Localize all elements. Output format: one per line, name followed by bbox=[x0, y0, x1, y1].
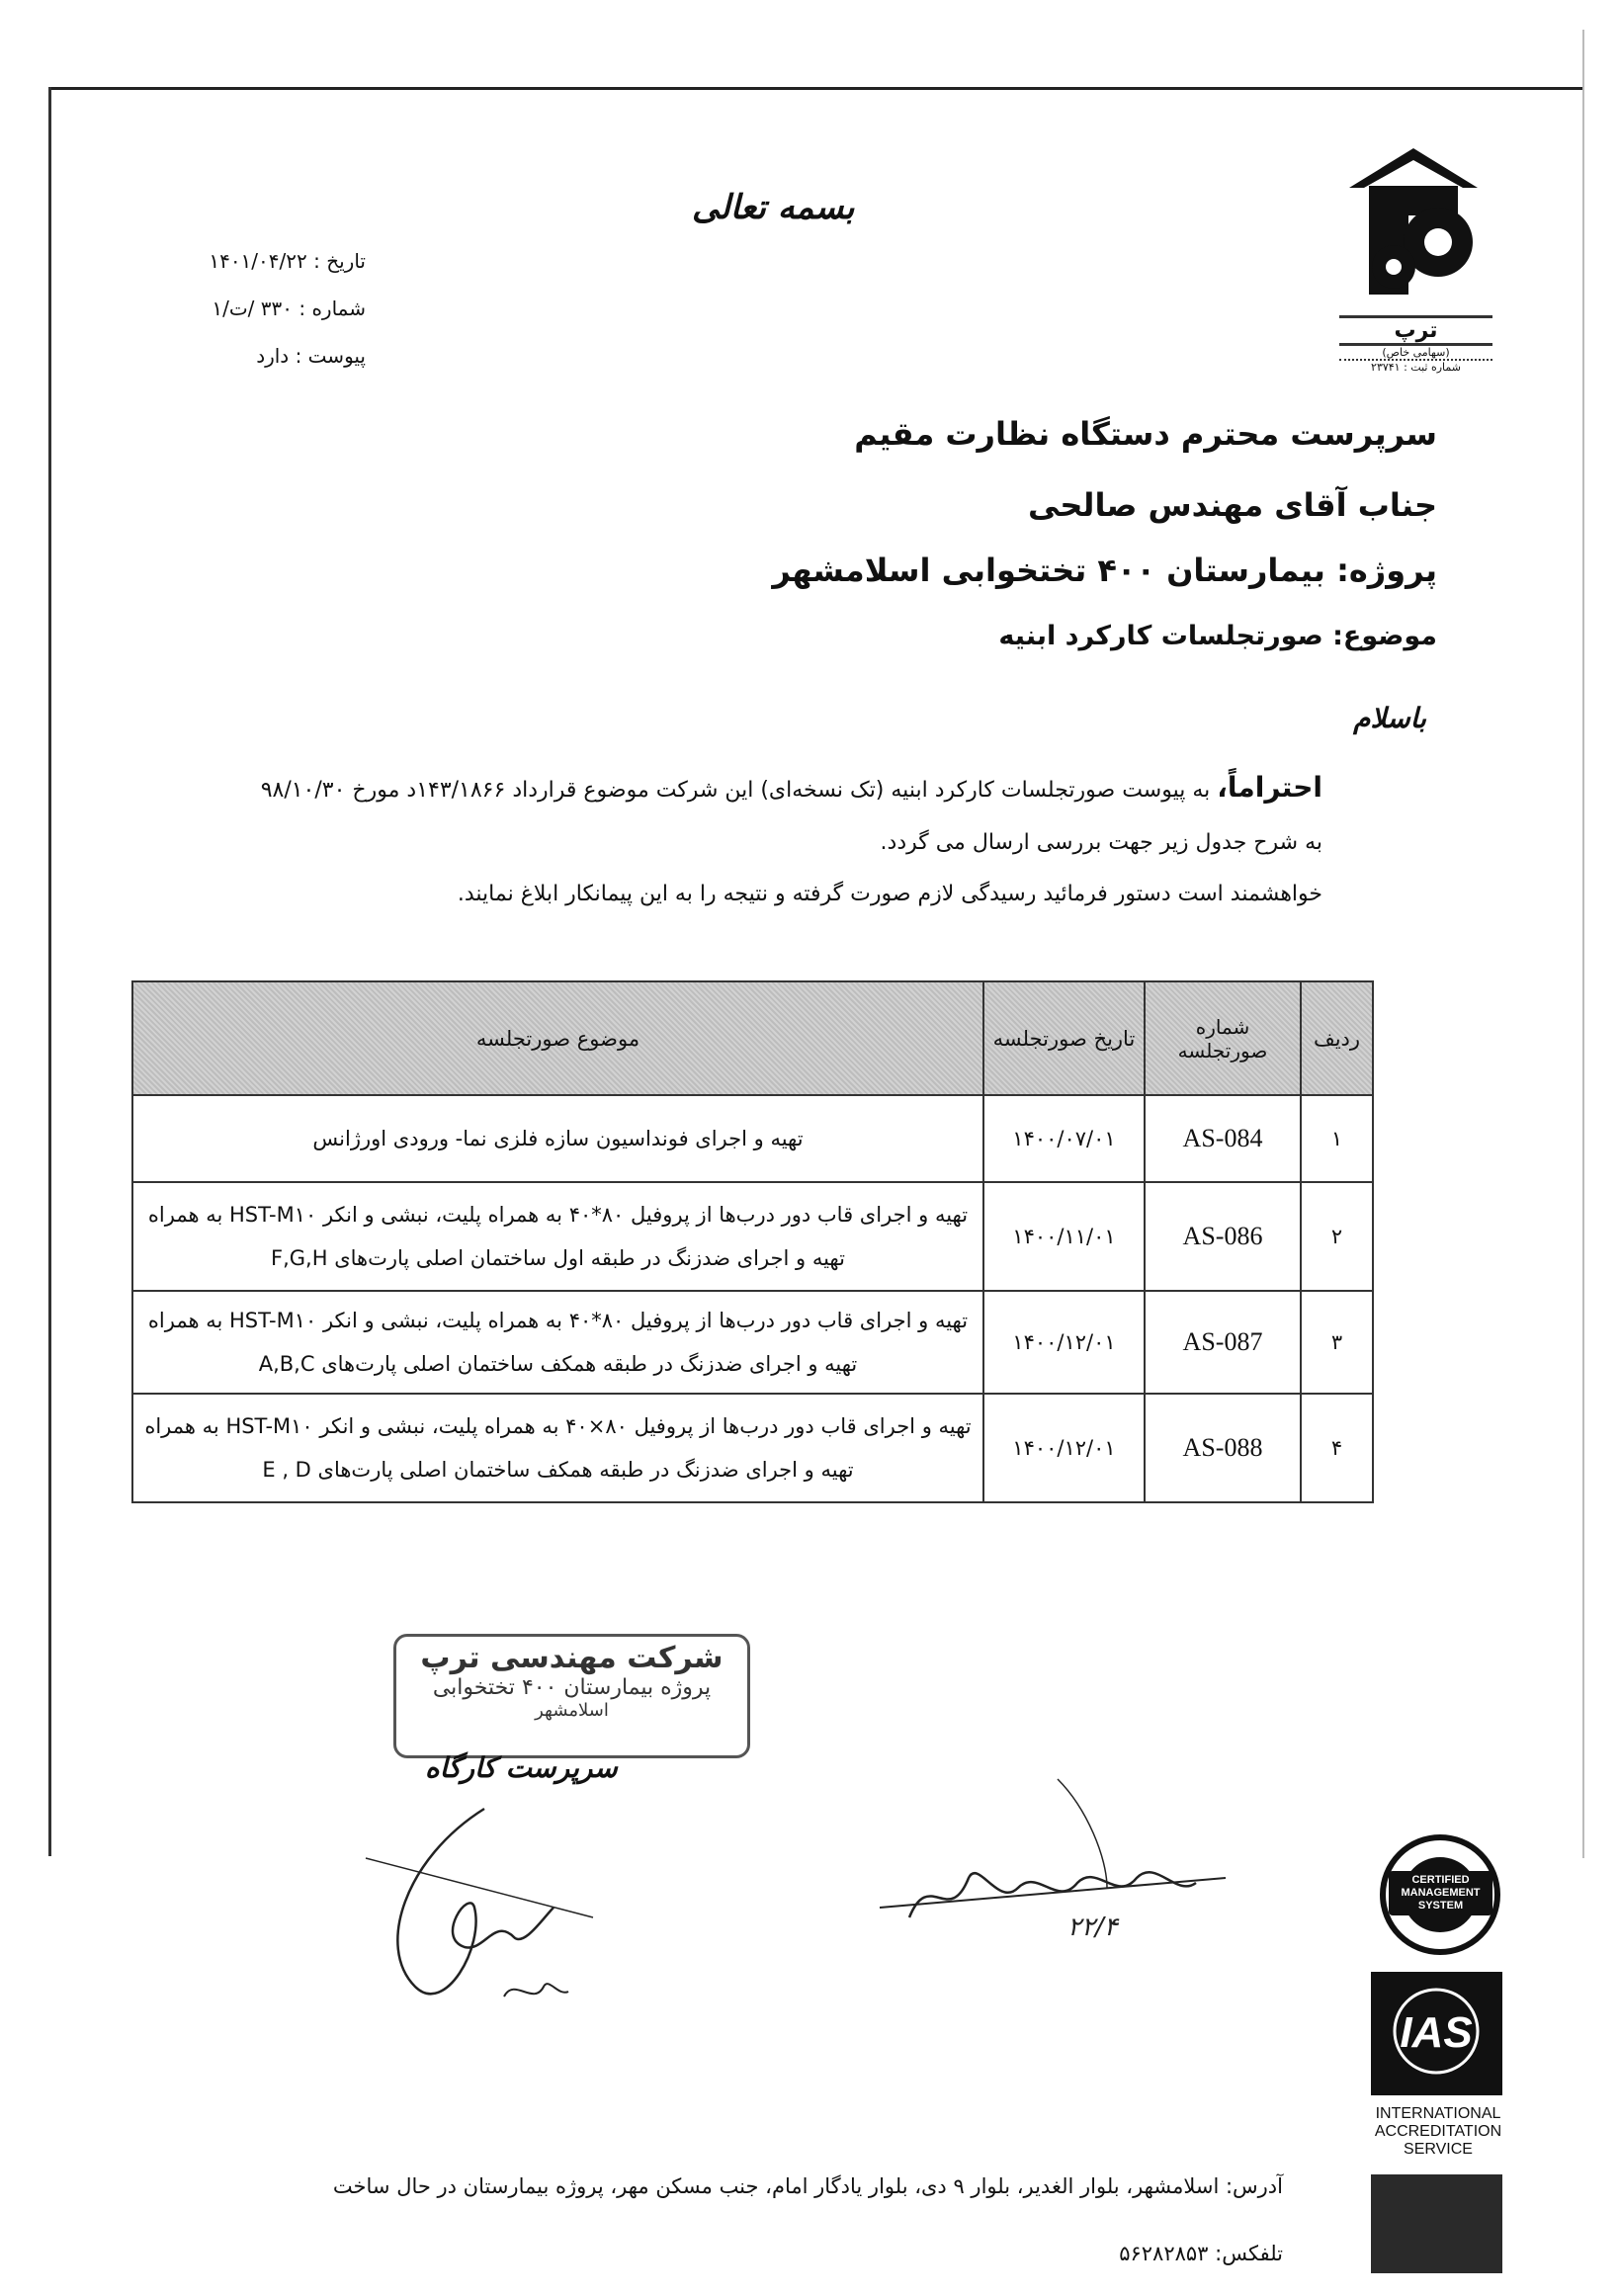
row-subject: تهیه و اجرای قاب دور درب‌ها از پروفیل ۸۰×۴۰ به همراه پلیت، نبشی و انکر HST-M۱۰ به همراه تهیه و اجرای ضدزنگ در طبقه همکف ساختمان اصلی پارت‌های E , D bbox=[132, 1394, 983, 1502]
row-date: ۱۴۰۰/۱۱/۰۱ bbox=[983, 1182, 1145, 1291]
table-header-row bbox=[132, 981, 1373, 1095]
header-number: شماره صورتجلسه bbox=[1145, 981, 1301, 1095]
table-row bbox=[132, 1394, 1373, 1502]
company-stamp bbox=[393, 1634, 750, 1758]
row-number: AS-088 bbox=[1145, 1394, 1301, 1502]
letter-number: شماره : ۳۳۰ /ت/۱ bbox=[212, 297, 366, 320]
row-date: ۱۴۰۰/۰۷/۰۱ bbox=[983, 1095, 1145, 1182]
signature-date: ۲۲/۴ bbox=[1067, 1913, 1118, 1942]
row-number: AS-084 bbox=[1145, 1095, 1301, 1182]
company-logo bbox=[1339, 148, 1492, 374]
logo-subtitle: (سهامی خاص) bbox=[1339, 346, 1492, 361]
row-subject: تهیه و اجرای فونداسیون سازه فلزی نما- ورودی اورژانس bbox=[132, 1095, 983, 1182]
page-frame-left bbox=[48, 87, 51, 1856]
invocation: بسمه تعالی bbox=[692, 188, 855, 227]
logo-registration: شماره ثبت : ۲۳۷۴۱ bbox=[1371, 361, 1461, 374]
row-index: ۳ bbox=[1301, 1291, 1373, 1394]
row-date: ۱۴۰۰/۱۲/۰۱ bbox=[983, 1394, 1145, 1502]
signature-right-icon bbox=[870, 1769, 1285, 1977]
logo-name: ترپ bbox=[1339, 315, 1492, 346]
project-line: پروژه: بیمارستان ۴۰۰ تختخوابی اسلامشهر bbox=[772, 552, 1437, 589]
table-row bbox=[132, 1095, 1373, 1182]
row-subject: تهیه و اجرای قاب دور درب‌ها از پروفیل ۸۰*۴۰ به همراه پلیت، نبشی و انکر HST-M۱۰ به همراه تهیه و اجرای ضدزنگ در طبقه همکف ساختمان اصلی پارت‌های A,B,C bbox=[132, 1291, 983, 1394]
ias-globe-icon bbox=[1371, 1972, 1502, 2095]
body-lead: احتراماً، bbox=[1217, 771, 1322, 804]
page-edge-right bbox=[1582, 30, 1584, 1858]
row-subject: تهیه و اجرای قاب دور درب‌ها از پروفیل ۸۰*۴۰ به همراه پلیت، نبشی و انکر HST-M۱۰ به همراه تهیه و اجرای ضدزنگ در طبقه اول ساختمان اصلی پارت‌های F,G,H bbox=[132, 1182, 983, 1291]
row-date: ۱۴۰۰/۱۲/۰۱ bbox=[983, 1291, 1145, 1394]
row-number: AS-086 bbox=[1145, 1182, 1301, 1291]
stamp-city: اسلامشهر bbox=[535, 1700, 609, 1721]
page-frame-top bbox=[48, 87, 1582, 90]
header-date: تاریخ صورتجلسه bbox=[983, 981, 1145, 1095]
body-line-3: خواهشمند است دستور فرمائید رسیدگی لازم صورت گرفته و نتیجه را به این پیمانکار ابلاغ نمایند. bbox=[457, 882, 1322, 906]
ias-logo bbox=[1371, 1972, 1502, 2095]
row-index: ۲ bbox=[1301, 1182, 1373, 1291]
footer-phone: تلفکس: ۵۶۲۸۲۸۵۳ bbox=[1119, 2242, 1283, 2265]
stamp-company: شرکت مهندسی ترپ bbox=[420, 1641, 724, 1675]
greeting: باسلام bbox=[1353, 702, 1426, 734]
table-row bbox=[132, 1182, 1373, 1291]
stamp-role: سرپرست کارگاه bbox=[425, 1751, 618, 1784]
header-index: ردیف bbox=[1301, 981, 1373, 1095]
stamp-project: پروژه بیمارستان ۴۰۰ تختخوابی bbox=[432, 1675, 712, 1700]
subject-line: موضوع: صورتجلسات کارکرد ابنیه bbox=[998, 621, 1437, 651]
body-line-1-text: به پیوست صورتجلسات کارکرد ابنیه (تک نسخه‌ای) این شرکت موضوع قرارداد ۱۴۳/۱۸۶۶د مورخ ۹۸/۱۰/۳۰ bbox=[260, 778, 1211, 803]
addressee-name: جناب آقای مهندس صالحی bbox=[1027, 486, 1437, 524]
addressee-title: سرپرست محترم دستگاه نظارت مقیم bbox=[854, 415, 1437, 453]
row-index: ۴ bbox=[1301, 1394, 1373, 1502]
letter-attachment: پیوست : دارد bbox=[256, 344, 366, 368]
row-number: AS-087 bbox=[1145, 1291, 1301, 1394]
signature-left-icon bbox=[346, 1799, 623, 2036]
logo-mark-icon bbox=[1339, 148, 1492, 311]
certified-seal-text: CERTIFIED MANAGEMENT SYSTEM bbox=[1389, 1871, 1492, 1915]
ias-caption: INTERNATIONAL ACCREDITATION SERVICE bbox=[1374, 2105, 1502, 2158]
body-line-1 bbox=[261, 771, 1322, 804]
ias-logo-text: IAS bbox=[1400, 2008, 1473, 2057]
footer-address: آدرس: اسلامشهر، بلوار الغدیر، بلوار ۹ دی، بلوار یادگار امام، جنب مسکن مهر، پروژه بیمارستان در حال ساخت bbox=[332, 2174, 1283, 2198]
row-index: ۱ bbox=[1301, 1095, 1373, 1182]
header-subject: موضوع صورتجلسه bbox=[132, 981, 983, 1095]
minutes-table bbox=[131, 980, 1374, 1503]
footer-black-block bbox=[1371, 2174, 1502, 2273]
letter-date: تاریخ : ۱۴۰۱/۰۴/۲۲ bbox=[209, 249, 366, 273]
body-line-2: به شرح جدول زیر جهت بررسی ارسال می گردد. bbox=[880, 830, 1322, 855]
table-row bbox=[132, 1291, 1373, 1394]
